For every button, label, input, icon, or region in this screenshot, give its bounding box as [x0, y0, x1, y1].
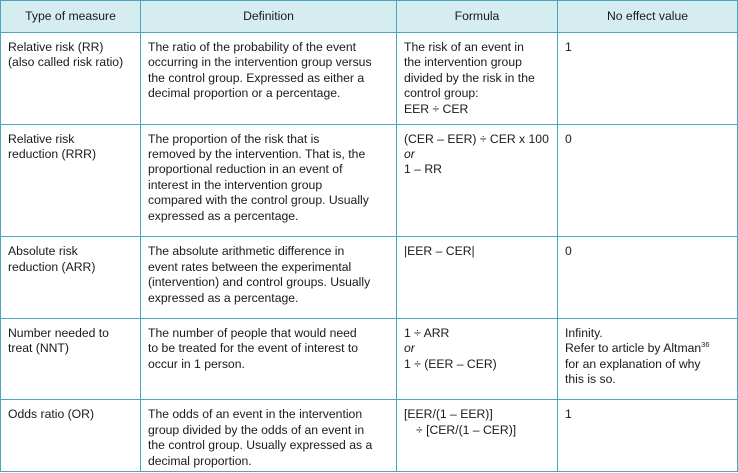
no-effect-line: for an explanation of why [565, 356, 701, 371]
no-effect-line: this is so. [565, 372, 616, 387]
measure-line: (also called risk ratio) [8, 55, 124, 70]
definition-cell [141, 124, 397, 237]
definition-line: expressed as a percentage. [148, 208, 299, 223]
measure-line: Relative risk [8, 131, 75, 146]
measure-line: Odds ratio (OR) [8, 407, 95, 422]
formula-line: 1 ÷ ARR [404, 325, 450, 340]
formula-cell [397, 124, 558, 237]
definition-line: the control group. Usually expressed as a [148, 438, 373, 453]
formula-cell [397, 33, 558, 125]
measure-line: Relative risk (RR) [8, 40, 104, 54]
measure-cell [1, 124, 141, 237]
definition-line: event rates between the experimental [148, 259, 352, 274]
no-effect-cell [558, 124, 738, 237]
measure-line: treat (NNT) [8, 341, 69, 356]
formula-line: divided by the risk in the [404, 70, 535, 85]
definition-cell [141, 400, 397, 472]
no-effect-line: Infinity. [565, 325, 603, 340]
definition-cell [141, 237, 397, 319]
formula-line: the intervention group [404, 55, 522, 70]
formula-cell [397, 237, 558, 319]
definition-line: interest in the intervention group [148, 177, 323, 192]
formula-line: control group: [404, 86, 479, 101]
definition-line: (intervention) and control groups. Usually [148, 275, 371, 290]
definition-line: removed by the intervention. That is, the [148, 147, 366, 162]
formula-line: 1 – RR [404, 162, 442, 177]
formula-line: [EER/(1 – EER)] [404, 407, 493, 422]
measure-line: Absolute risk [8, 244, 78, 259]
no-effect-line: 0 [565, 244, 572, 259]
definition-line: occur in 1 person. [148, 356, 245, 371]
no-effect-cell [558, 237, 738, 319]
formula-line: (CER – EER) ÷ CER x 100 [404, 131, 549, 146]
definition-line: The proportion of the risk that is [148, 131, 320, 146]
measure-cell [1, 33, 141, 125]
formula-or: or [404, 341, 415, 356]
definition-line: proportional reduction in an event of [148, 162, 343, 177]
no-effect-line: 0 [565, 131, 572, 146]
definition-line: occurring in the intervention group versus [148, 55, 372, 70]
no-effect-line: 1 [565, 407, 572, 422]
definition-line: to be treated for the event of interest to [148, 341, 359, 356]
formula-line: The risk of an event in [404, 40, 524, 54]
formula-or: or [404, 147, 415, 162]
definition-line: decimal proportion or a percentage. [148, 86, 341, 101]
table-row [1, 400, 738, 472]
table-row [1, 237, 738, 319]
header-no-effect-value: No effect value [558, 1, 738, 33]
no-effect-cell [558, 318, 738, 400]
formula-line: 1 ÷ (EER – CER) [404, 356, 497, 371]
formula-cell [397, 318, 558, 400]
measure-line: reduction (RRR) [8, 147, 97, 162]
no-effect-cell [558, 33, 738, 125]
header-type-of-measure: Type of measure [1, 1, 141, 33]
formula-line: |EER – CER| [404, 244, 475, 259]
altman-reference: Refer to article by Altman [565, 341, 702, 356]
table-row [1, 318, 738, 400]
table-row [1, 124, 738, 237]
table-row [1, 33, 738, 125]
measure-line: Number needed to [8, 325, 109, 340]
definition-cell [141, 33, 397, 125]
no-effect-line: 1 [565, 40, 572, 54]
definition-line: compared with the control group. Usually [148, 193, 369, 208]
reference-superscript: 36 [701, 340, 710, 350]
no-effect-line [565, 341, 730, 356]
formula-line: ÷ [CER/(1 – CER)] [416, 422, 517, 437]
definition-line: the control group. Expressed as either a [148, 70, 365, 85]
formula-line: EER ÷ CER [404, 101, 469, 116]
measure-cell [1, 237, 141, 319]
measure-cell [1, 400, 141, 472]
formula-cell [397, 400, 558, 472]
definition-line: The absolute arithmetic difference in [148, 244, 345, 259]
header-definition: Definition [141, 1, 397, 33]
definition-line: expressed as a percentage. [148, 290, 299, 305]
definition-line: The number of people that would need [148, 325, 357, 340]
definition-line: decimal proportion. [148, 453, 252, 468]
definition-cell [141, 318, 397, 400]
definition-line: group divided by the odds of an event in [148, 422, 365, 437]
measure-cell [1, 318, 141, 400]
no-effect-cell [558, 400, 738, 472]
measure-line: reduction (ARR) [8, 259, 96, 274]
definition-line: The odds of an event in the intervention [148, 407, 363, 422]
header-formula: Formula [397, 1, 558, 33]
definition-line: The ratio of the probability of the event [148, 40, 356, 54]
header-row [1, 1, 738, 33]
